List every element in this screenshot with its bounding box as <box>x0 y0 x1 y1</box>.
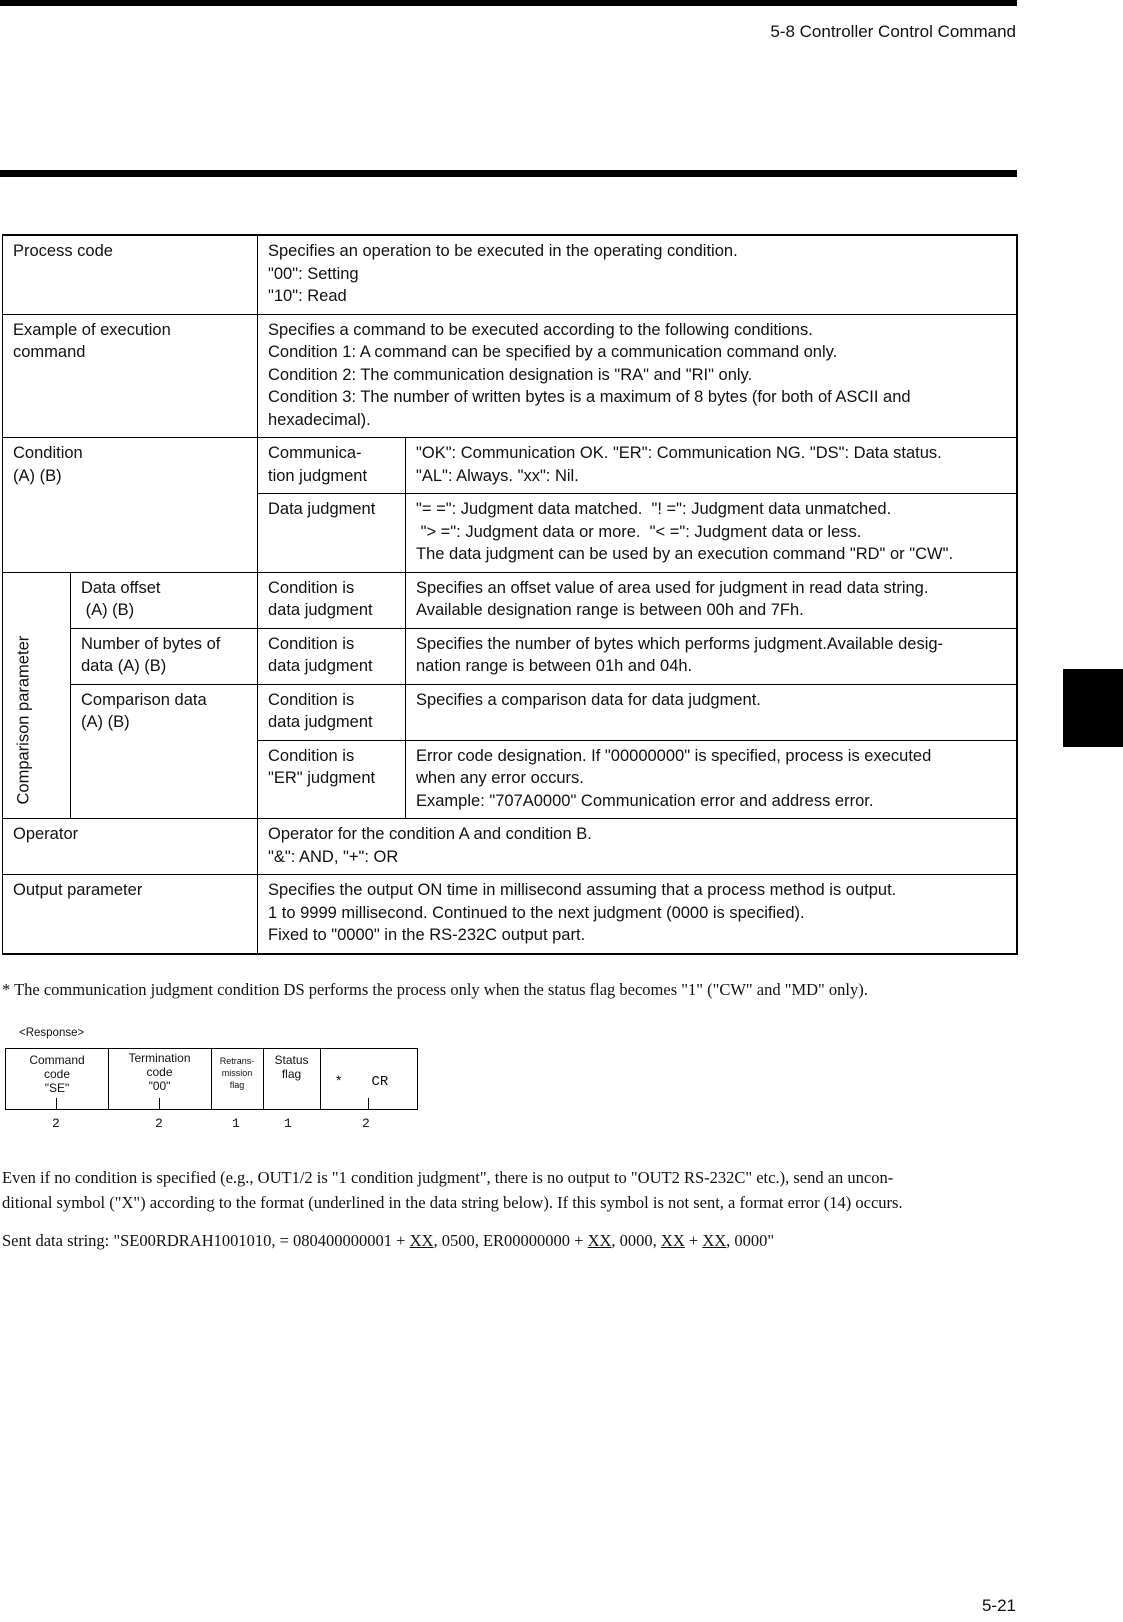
field-divider <box>320 1049 321 1109</box>
param-label: Output parameter <box>3 875 258 954</box>
param-description: "OK": Communication OK. "ER": Communication NG. "DS": Data status. "AL": Always. "xx": Nil. <box>406 438 1018 494</box>
table-row <box>3 628 1018 684</box>
table-row <box>3 572 1018 628</box>
sent-data-string: Sent data string: "SE00RDRAH1001010, = 080400000001 + XX, 0500, ER00000000 + XX, 0000, XX + XX, 0000" <box>2 1231 775 1250</box>
field-termination-code: Termination code "00" <box>128 1051 191 1093</box>
sub-label: Condition is data judgment <box>258 628 406 684</box>
underlined-symbol: XX <box>587 1231 612 1250</box>
sub-label: Condition is "ER" judgment <box>258 740 406 819</box>
param-label: Number of bytes of data (A) (B) <box>71 628 258 684</box>
param-description: Specifies a comparison data for data judgment. <box>406 684 1018 740</box>
sub-label: Communica- tion judgment <box>258 438 406 494</box>
footnote: * The communication judgment condition DS performs the process only when the status flag becomes "1" ("CW" and "MD" only). <box>2 980 868 999</box>
underlined-symbol: XX <box>702 1231 727 1250</box>
comparison-group-label: Comparison parameter <box>3 572 71 819</box>
table-row <box>3 875 1018 954</box>
param-label: Comparison data (A) (B) <box>71 684 258 819</box>
byte-count: 1 <box>232 1116 240 1131</box>
byte-count: 2 <box>362 1116 370 1131</box>
sub-label: Condition is data judgment <box>258 572 406 628</box>
explanation-paragraph: Even if no condition is specified (e.g., OUT1/2 is "1 condition judgment", there is no output to "OUT2 RS-232C" etc.), send an uncon- ditional symbol ("X") according to the format (underlined in the data string below). If this symbol is not sent, a format error (14) occurs. <box>2 1168 903 1212</box>
asterisk-symbol: * <box>336 1072 342 1088</box>
tick <box>56 1098 57 1110</box>
tick <box>159 1098 160 1110</box>
field-status-flag: Status flag <box>274 1053 309 1081</box>
param-label: Operator <box>3 819 258 875</box>
sub-label: Condition is data judgment <box>258 684 406 740</box>
tick <box>368 1098 369 1110</box>
param-description: Specifies an offset value of area used for judgment in read data string. Available designation range is between 00h and 7Fh. <box>406 572 1018 628</box>
param-description: Specifies an operation to be executed in the operating condition. "00": Setting "10": Read <box>258 235 1018 314</box>
section-rule <box>0 170 1017 177</box>
field-command-code: Command code "SE" <box>29 1053 85 1095</box>
table-row <box>3 819 1018 875</box>
sub-label: Data judgment <box>258 494 406 573</box>
table-row <box>3 684 1018 740</box>
parameter-table <box>2 234 1018 955</box>
param-description: Specifies the output ON time in millisecond assuming that a process method is output. 1 to 9999 millisecond. Continued to the next judgment (0000 is specified). Fixed to "0000" in the RS-232C output part. <box>258 875 1018 954</box>
section-title: 5-8 Controller Control Command <box>770 22 1016 41</box>
page-number: 5-21 <box>981 1596 1016 1615</box>
response-label: <Response> <box>19 1027 85 1039</box>
param-label: Example of execution command <box>3 314 258 438</box>
param-description: Specifies a command to be executed according to the following conditions. Condition 1: A command can be specified by a communication command only. Condition 2: The communication designation is "RA" and "RI" only. Condition 3: The number of written bytes is a maximum of 8 bytes (for both of ASCII and hexadecimal). <box>258 314 1018 438</box>
param-description: Error code designation. If "00000000" is specified, process is executed when any error occurs. Example: "707A0000" Communication error and address error. <box>406 740 1018 819</box>
cr-symbol: CR <box>371 1074 389 1090</box>
underlined-symbol: XX <box>409 1231 434 1250</box>
chapter-tab <box>1063 669 1123 747</box>
top-rule <box>0 0 1017 6</box>
byte-count: 2 <box>52 1116 60 1131</box>
param-description: Operator for the condition A and condition B. "&": AND, "+": OR <box>258 819 1018 875</box>
param-label: Data offset (A) (B) <box>71 572 258 628</box>
param-description: Specifies the number of bytes which performs judgment.Available desig- nation range is between 01h and 04h. <box>406 628 1018 684</box>
byte-count: 2 <box>155 1116 163 1131</box>
param-description: "= =": Judgment data matched. "! =": Judgment data unmatched. "> =": Judgment data or more. "< =": Judgment data or less. The data judgment can be used by an execution command "RD" or "CW". <box>406 494 1018 573</box>
table-row <box>3 438 1018 494</box>
param-label: Process code <box>3 235 258 314</box>
terminator-field <box>336 1072 388 1090</box>
field-retransmission-flag: Retrans- mission flag <box>219 1056 255 1090</box>
table-row <box>3 235 1018 314</box>
param-label: Condition (A) (B) <box>3 438 258 573</box>
underlined-symbol: XX <box>660 1231 685 1250</box>
byte-count: 1 <box>284 1116 292 1131</box>
table-row <box>3 314 1018 438</box>
